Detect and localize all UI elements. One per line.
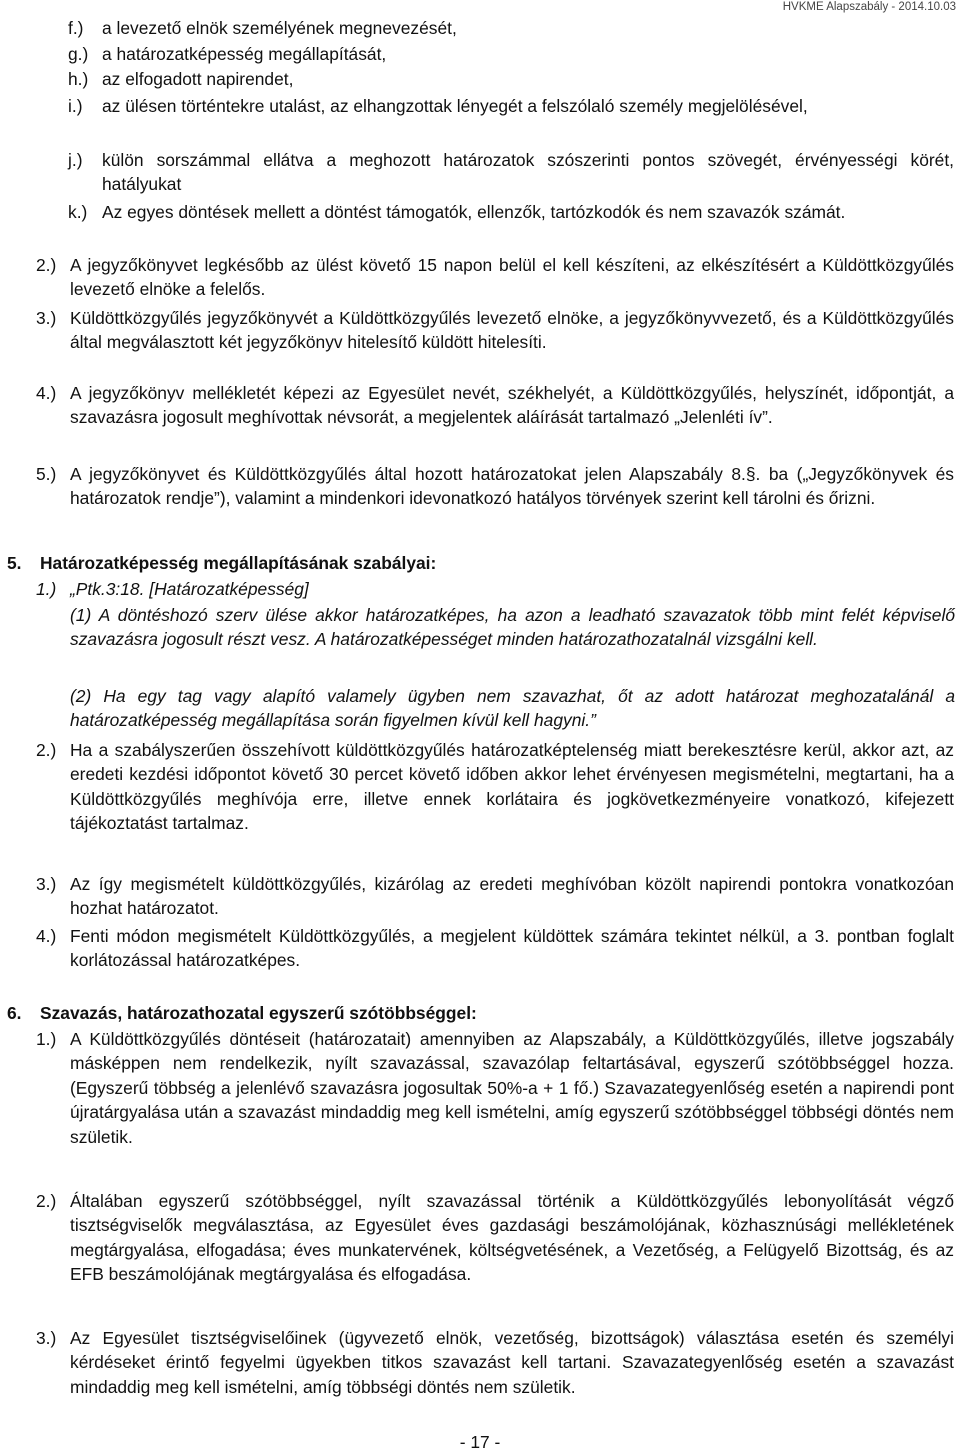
list-item-label: f.) [68, 18, 84, 38]
list-item [36, 1189, 954, 1287]
list-item-text: Általában egyszerű szótöbbséggel, nyílt szavazással történik a Küldöttközgyűlés lebonyolítását végző tisztségviselők megválasztása, az Egyesület éves gazdasági beszámolójának, közhasznúsági mellékletének megtárgyalása, elfogadása; éves munkatervének, költségvetésének, a Vezetőség, a Felügyelő Bizottság, és az EFB beszámolójának megtárgyalása és elfogadása. [70, 1191, 954, 1285]
list-item-text: A jegyzőkönyvet legkésőbb az ülést követő 15 napon belül el kell készíteni, az elkészítésért a Küldöttközgyűlés levezető elnöke a felelős. [70, 255, 954, 300]
list-item-text: Az így megismételt küldöttközgyűlés, kizárólag az eredeti meghívóban közölt napirendi pontokra vonatkozóan hozhat határozatot. [70, 874, 954, 919]
list-item-text: Az egyes döntések mellett a döntést támogatók, ellenzők, tartózkodók és nem szavazók számát. [102, 202, 846, 222]
list-item-label: g.) [68, 44, 89, 64]
list-item [36, 738, 954, 836]
list-item-text: külön sorszámmal ellátva a meghozott határozatok szószerinti pontos szövegét, érvényességi körét, hatályukat [102, 150, 954, 195]
quote-paragraph [70, 603, 955, 652]
list-item [68, 94, 954, 118]
list-item-label: 3.) [36, 308, 57, 328]
list-item-label: 1.) [36, 579, 57, 599]
list-item-label: 5.) [36, 464, 57, 484]
list-item-text: a határozatképesség megállapítását, [102, 44, 387, 64]
quote-text: (1) A döntéshozó szerv ülése akkor határozatképes, ha azon a leadható szavazatok több mint felét képviselő szavazásra jogosult részt vesz. A határozatképességet minden határozathozatalnál vizsgálni kell. [70, 605, 955, 650]
list-item-text: a levezető elnök személyének megnevezését, [102, 18, 457, 38]
list-item [36, 381, 954, 430]
list-item-text: az elfogadott napirendet, [102, 69, 294, 89]
list-item [36, 1027, 954, 1149]
list-item [68, 67, 953, 91]
list-item [68, 148, 954, 197]
section-heading [7, 1001, 477, 1025]
section-title: Határozatképesség megállapításának szabályai: [40, 553, 437, 573]
section-title: Szavazás, határozathozatal egyszerű szótöbbséggel: [40, 1003, 477, 1023]
list-item-label: 4.) [36, 926, 57, 946]
list-item-label: 2.) [36, 1191, 57, 1211]
list-item-label: i.) [68, 96, 83, 116]
list-item [68, 16, 953, 40]
list-item-label: 2.) [36, 255, 57, 275]
list-item-text: A jegyzőkönyvet és Küldöttközgyűlés által hozott határozatokat jelen Alapszabály 8.§. ba („Jegyzőkönyvek és határozatok rendje”), valamint a mindenkori idevonatkozó hatályos törvények szerint kell tárolni és őrizni. [70, 464, 954, 509]
section-heading [7, 551, 436, 575]
quote-paragraph [70, 684, 955, 733]
list-item [36, 253, 954, 302]
list-item-label: k.) [68, 202, 88, 222]
list-item [36, 924, 954, 973]
quote-text: (2) Ha egy tag vagy alapító valamely ügyben nem szavazhat, őt az adott határozat meghozatalánál a határozatképesség megállapítása során figyelmen kívül kell hagyni.” [70, 686, 955, 731]
list-item-label: 2.) [36, 740, 57, 760]
list-item [36, 1326, 954, 1399]
list-item [68, 42, 953, 66]
section-number: 5. [7, 553, 22, 573]
list-item-text: „Ptk.3:18. [Határozatképesség] [70, 579, 309, 599]
list-item-label: j.) [68, 150, 83, 170]
list-item-text: Az Egyesület tisztségviselőinek (ügyvezető elnök, vezetőség, bizottságok) választása esetén és személyi kérdéseket érintő fegyelmi ügyekben titkos szavazást kell tartani. Szavazategyenlőség esetén a szavazást mindaddig meg kell ismételni, amíg többségi döntés nem születik. [70, 1328, 954, 1397]
list-item-text: Ha a szabályszerűen összehívott küldöttközgyűlés határozatképtelenség miatt berekesztésre kerül, akkor azt, az eredeti kezdési időpontot követő 30 percet követő időben akkor lehet érvényesen megismételni, megtartani, ha a Küldöttközgyűlés meghívója erre, illetve ennek korlátaira és jogkövetkezményeire vonatkozó, kifejezett tájékoztatást tartalmaz. [70, 740, 954, 834]
section-number: 6. [7, 1003, 22, 1023]
list-item-text: A Küldöttközgyűlés döntéseit (határozatait) amennyiben az Alapszabály, a Küldöttközgyűlés, illetve jogszabály másképpen nem rendelkezik, nyílt szavazással, szavazólap feltartásával, egyszerű szótöbbséggel hozza. (Egyszerű többség a jelenlévő szavazásra jogosultak 50%-a + 1 fő.) Szavazategyenlőség esetén a napirendi pont újratárgyalása után a szavazást mindaddig meg kell ismételni, amíg egyszerű szótöbbséggel többségi döntés nem születik. [70, 1029, 954, 1147]
list-item-label: 3.) [36, 874, 57, 894]
list-item-label: h.) [68, 69, 89, 89]
list-item-text: az ülésen történtekre utalást, az elhangzottak lényegét a felszólaló személy megjelölésével, [102, 96, 808, 116]
list-item-label: 4.) [36, 383, 57, 403]
page-number: - 17 - [459, 1432, 501, 1452]
list-item [36, 872, 954, 921]
list-item [36, 306, 954, 355]
list-item-text: A jegyzőkönyv mellékletét képezi az Egyesület nevét, székhelyét, a Küldöttközgyűlés, helyszínét, időpontját, a szavazásra jogosult meghívottak névsorát, a megjelentek aláírását tartalmazó „Jelenléti ív”. [70, 383, 954, 428]
list-item [36, 577, 954, 601]
list-item-text: Fenti módon megismételt Küldöttközgyűlés, a megjelent küldöttek számára tekintet nélkül, a 3. pontban foglalt korlátozással határozatképes. [70, 926, 954, 971]
list-item-label: 1.) [36, 1029, 57, 1049]
list-item [68, 200, 954, 224]
page-header: HVKME Alapszabály - 2014.10.03 [782, 1, 956, 13]
list-item [36, 462, 954, 511]
list-item-text: Küldöttközgyűlés jegyzőkönyvét a Küldöttközgyűlés levezető elnöke, a jegyzőkönyvvezető, és a Küldöttközgyűlés által megválasztott két jegyzőkönyv hitelesítő küldött hitelesíti. [70, 308, 954, 353]
list-item-label: 3.) [36, 1328, 57, 1348]
